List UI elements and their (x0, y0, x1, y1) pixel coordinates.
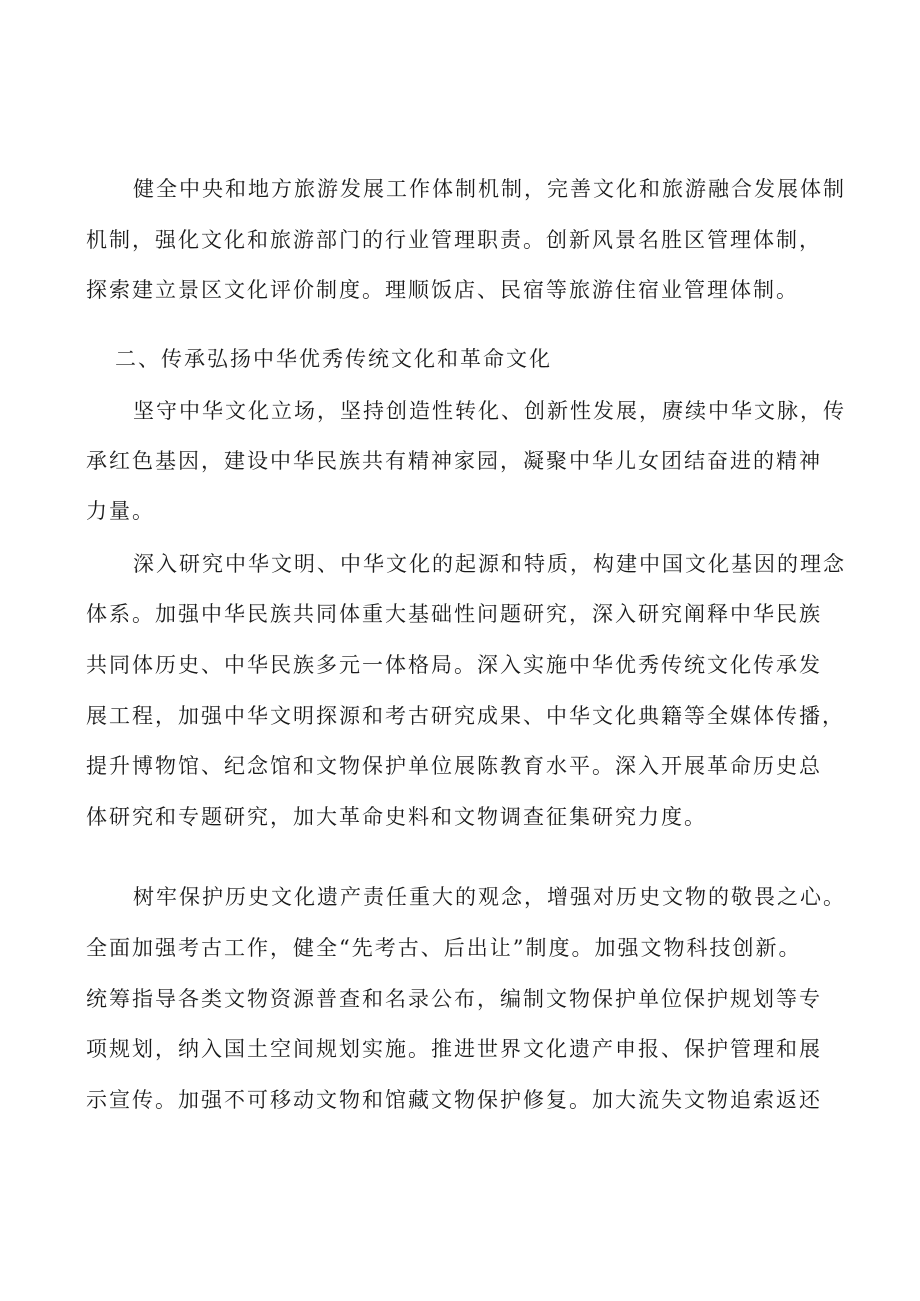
paragraph-4-line-4: 项规划，纳入国土空间规划实施。推进世界文化遗产申报、保护管理和展 (86, 1037, 822, 1061)
paragraph-2-line-1: 坚守中华文化立场，坚持创造性转化、创新性发展，赓续中华文脉，传 (133, 399, 846, 423)
paragraph-3-line-2: 体系。加强中华民族共同体重大基础性问题研究，深入研究阐释中华民族 (86, 602, 822, 626)
paragraph-3-line-5: 提升博物馆、纪念馆和文物保护单位展陈教育水平。深入开展革命历史总 (86, 754, 822, 778)
paragraph-3-line-4: 展工程，加强中华文明探源和考古研究成果、中华文化典籍等全媒体传播， (86, 704, 845, 728)
paragraph-1-line-2: 机制，强化文化和旅游部门的行业管理职责。创新风景名胜区管理体制， (86, 228, 822, 252)
paragraph-4-line-2: 全面加强考古工作，健全“先考古、后出让”制度。加强文物科技创新。 (86, 936, 802, 960)
paragraph-4-line-5: 示宣传。加强不可移动文物和馆藏文物保护修复。加大流失文物追索返还 (86, 1088, 822, 1112)
section-heading: 二、传承弘扬中华优秀传统文化和革命文化 (115, 347, 552, 371)
paragraph-2-line-3: 力量。 (86, 499, 155, 523)
paragraph-1-line-3: 探索建立景区文化评价制度。理顺饭店、民宿等旅游住宿业管理体制。 (86, 278, 799, 302)
paragraph-1-line-1: 健全中央和地方旅游发展工作体制机制，完善文化和旅游融合发展体制 (133, 177, 846, 201)
paragraph-3-line-6: 体研究和专题研究，加大革命史料和文物调查征集研究力度。 (86, 805, 707, 829)
paragraph-4-line-1: 树牢保护历史文化遗产责任重大的观念，增强对历史文物的敬畏之心。 (133, 885, 846, 909)
paragraph-4-line-3: 统筹指导各类文物资源普查和名录公布，编制文物保护单位保护规划等专 (86, 987, 822, 1011)
paragraph-3-line-1: 深入研究中华文明、中华文化的起源和特质，构建中国文化基因的理念 (133, 552, 846, 576)
paragraph-3-line-3: 共同体历史、中华民族多元一体格局。深入实施中华优秀传统文化传承发 (86, 653, 822, 677)
paragraph-2-line-2: 承红色基因，建设中华民族共有精神家园，凝聚中华儿女团结奋进的精神 (86, 449, 822, 473)
